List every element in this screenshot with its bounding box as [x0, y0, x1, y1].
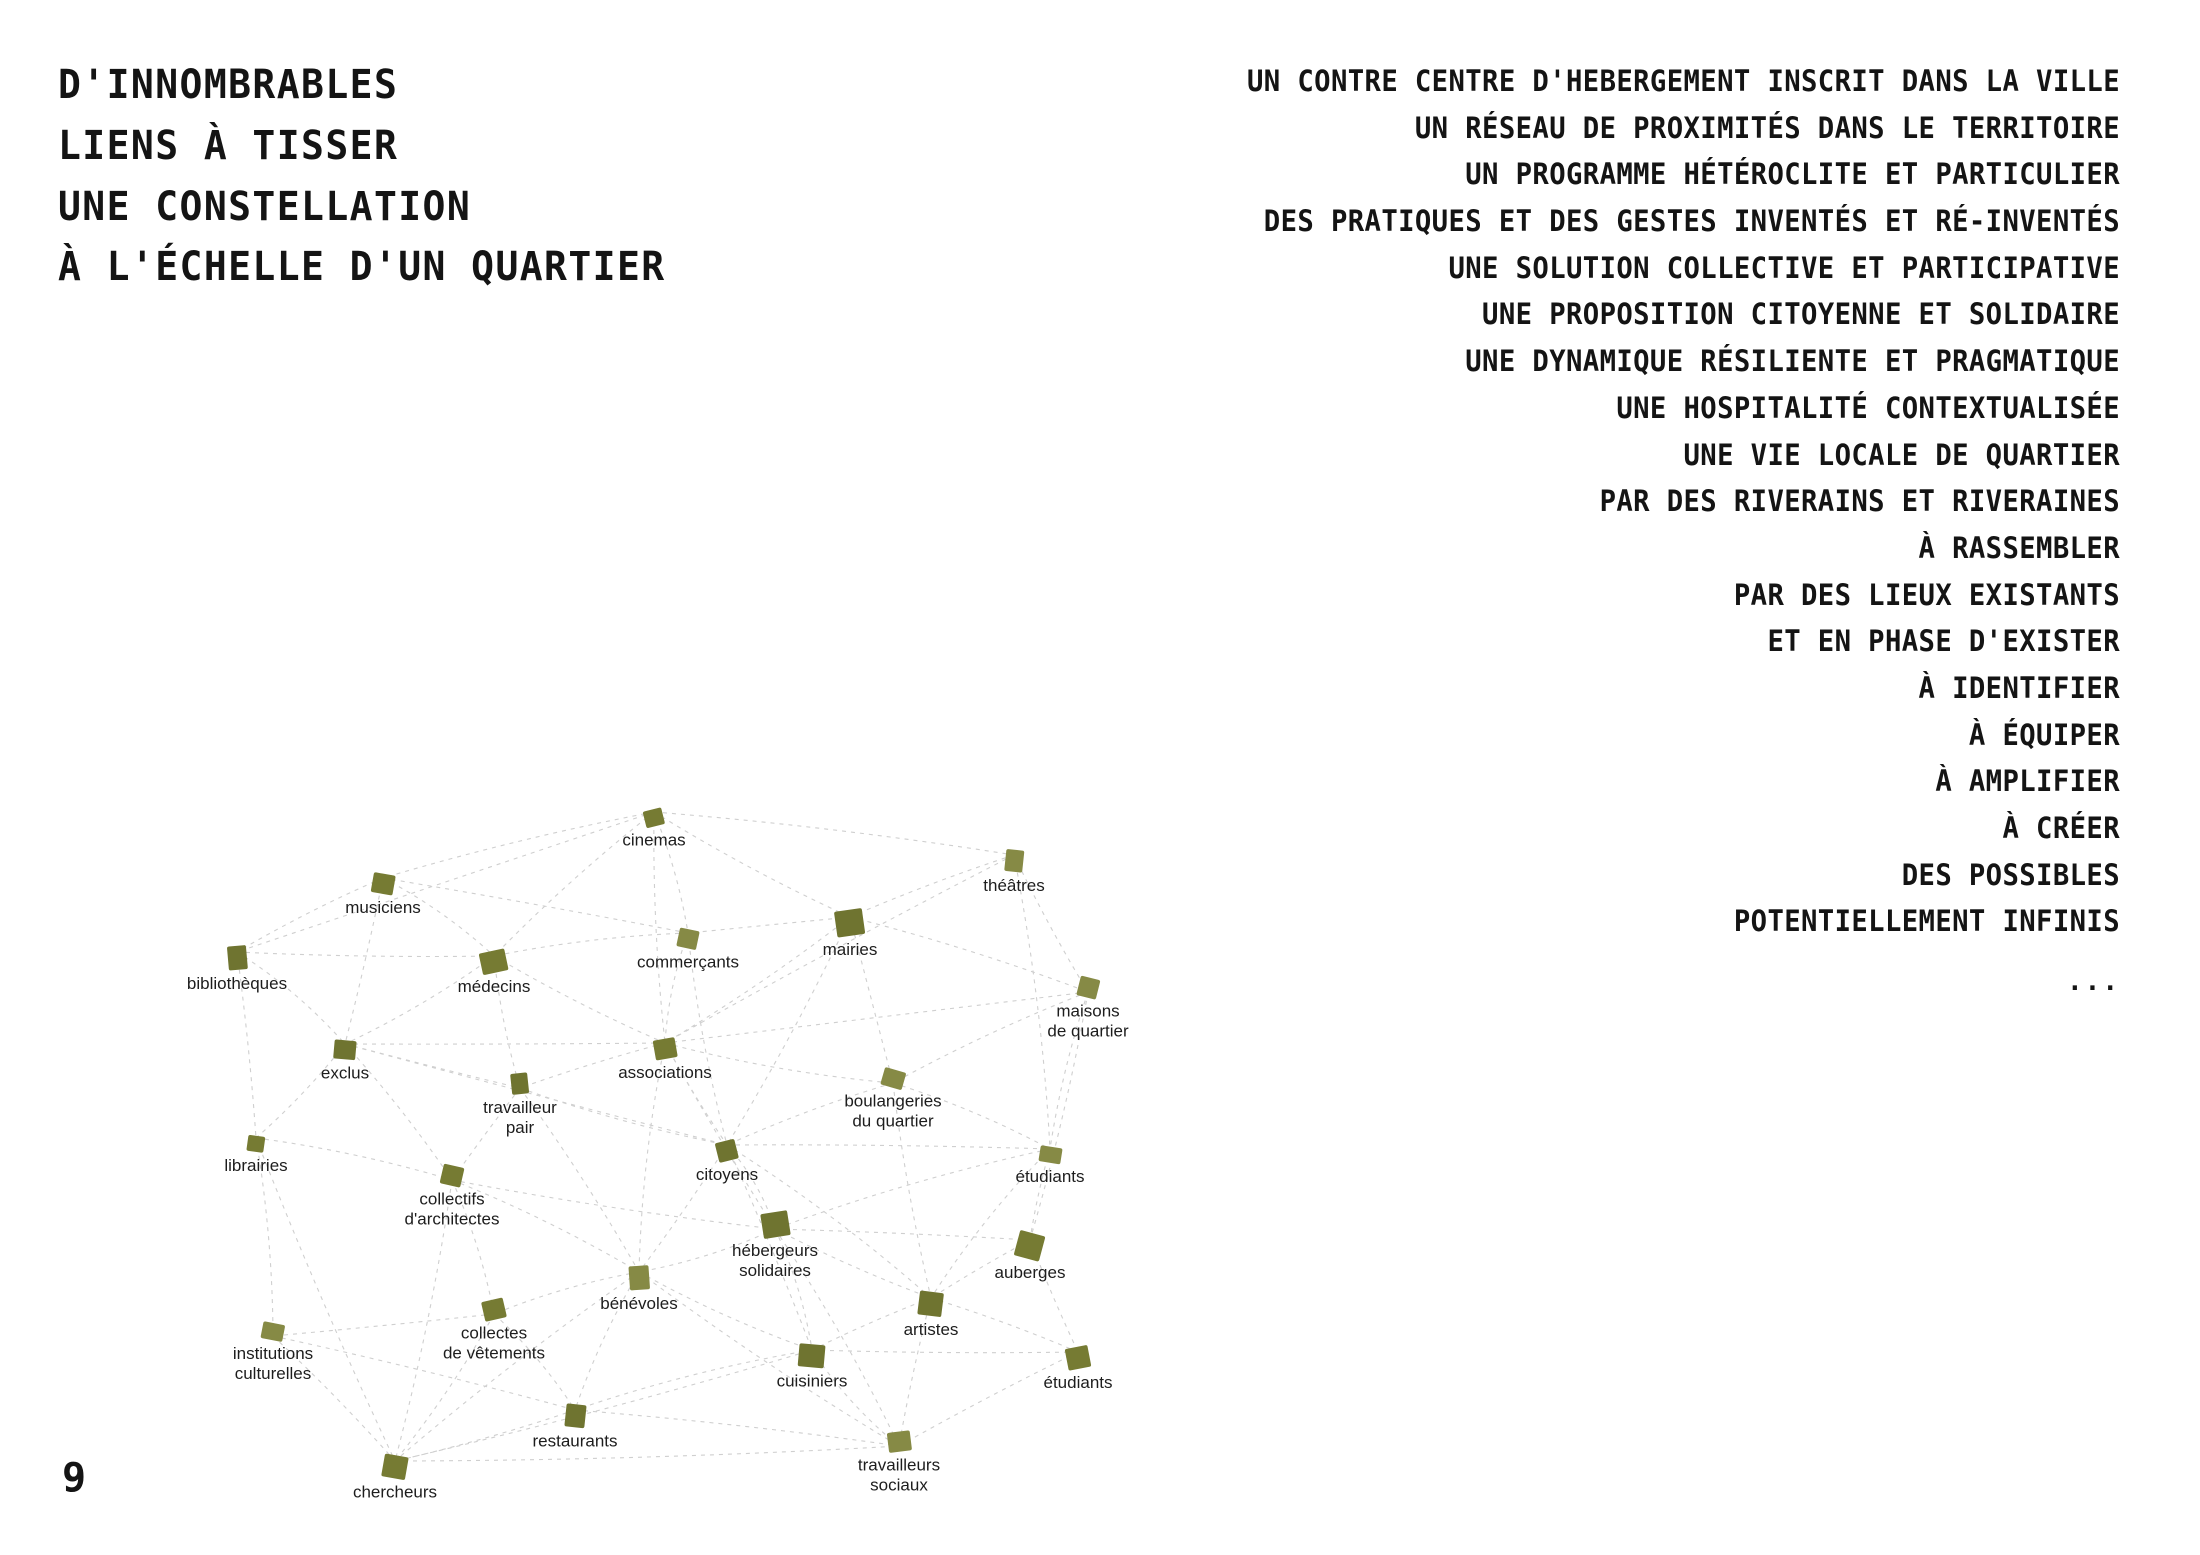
manifesto-line: À ÉQUIPER: [1968, 717, 2120, 752]
constellation-node-marker-icon: [381, 1453, 409, 1480]
constellation-edge: [1014, 855, 1050, 1149]
constellation-node-marker-icon: [880, 1067, 906, 1090]
constellation-edge: [237, 812, 654, 952]
manifesto-line: UN PROGRAMME HÉTÉROCLITE ET PARTICULIER: [1465, 157, 2120, 192]
constellation-node-auberges[interactable]: [995, 1233, 1066, 1283]
constellation-node-marker-icon: [226, 945, 247, 971]
constellation-node-marker-icon: [886, 1430, 911, 1453]
constellation-edge: [383, 812, 654, 878]
constellation-diagram: [186, 460, 1630, 1502]
headline-line-3: UNE CONSTELLATION: [58, 183, 472, 230]
constellation-node-associations[interactable]: [618, 1039, 712, 1083]
constellation-node-hebergeurs[interactable]: [732, 1212, 818, 1282]
constellation-node-collectifs[interactable]: [405, 1166, 500, 1231]
constellation-node-label: institutions culturelles: [232, 1344, 314, 1384]
manifesto-line: DES POSSIBLES: [1901, 857, 2120, 892]
constellation-node-marker-icon: [370, 872, 395, 896]
constellation-node-label: bénévoles: [600, 1293, 678, 1313]
constellation-node-marker-icon: [715, 1139, 739, 1163]
constellation-node-label: boulangeries du quartier: [844, 1091, 942, 1131]
constellation-node-label: commerçants: [636, 952, 740, 972]
constellation-node-marker-icon: [1065, 1345, 1092, 1371]
constellation-node-label: collectes de vêtements: [442, 1323, 546, 1363]
constellation-node-marker-icon: [834, 908, 865, 938]
constellation-node-cuisiniers[interactable]: [777, 1344, 848, 1391]
constellation-node-travailleurs[interactable]: [858, 1432, 940, 1497]
headline-line-1: D'INNOMBRABLES: [58, 62, 399, 108]
constellation-node-collectes[interactable]: [443, 1300, 545, 1365]
manifesto-line: ET EN PHASE D'EXISTER: [1767, 624, 2120, 659]
constellation-node-benevoles[interactable]: [600, 1266, 678, 1314]
constellation-node-marker-icon: [481, 1297, 507, 1321]
constellation-node-restaurants[interactable]: [532, 1404, 617, 1451]
constellation-node-boulangeries[interactable]: [844, 1070, 941, 1133]
constellation-node-label: bibliothèques: [186, 973, 288, 993]
constellation-node-label: chercheurs: [352, 1482, 438, 1502]
constellation-node-artistes[interactable]: [904, 1292, 959, 1340]
manifesto-line: À IDENTIFIER: [1918, 670, 2120, 705]
constellation-node-bibliotheques[interactable]: [187, 946, 287, 994]
constellation-node-maisons[interactable]: [1047, 978, 1128, 1043]
constellation-node-librairies[interactable]: [224, 1136, 287, 1176]
constellation-node-marker-icon: [676, 927, 700, 950]
manifesto-line: UN RÉSEAU DE PROXIMITÉS DANS LE TERRITOIRE: [1414, 110, 2120, 145]
manifesto-line: À RASSEMBLER: [1918, 530, 2120, 565]
constellation-node-marker-icon: [1014, 1230, 1046, 1262]
constellation-edge: [395, 1446, 899, 1461]
constellation-node-marker-icon: [643, 807, 666, 828]
constellation-node-label: théâtres: [983, 875, 1045, 895]
constellation-edge: [665, 992, 1088, 1043]
headline-line-4: À L'ÉCHELLE D'UN QUARTIER: [58, 244, 666, 291]
constellation-node-marker-icon: [1038, 1145, 1062, 1164]
constellation-node-label: mairies: [822, 939, 878, 959]
constellation-node-theatres[interactable]: [983, 850, 1044, 896]
constellation-node-label: cuisiniers: [776, 1371, 848, 1391]
constellation-node-musiciens[interactable]: [345, 874, 421, 918]
constellation-node-chercheurs[interactable]: [353, 1455, 437, 1502]
constellation-node-label: étudiants: [1015, 1166, 1085, 1186]
headline-block: [58, 55, 838, 298]
constellation-node-marker-icon: [564, 1403, 586, 1428]
constellation-node-marker-icon: [1004, 849, 1024, 873]
manifesto-ellipsis: ...: [2067, 967, 2120, 998]
constellation-node-marker-icon: [261, 1321, 286, 1342]
constellation-node-label: étudiants: [1043, 1372, 1113, 1392]
constellation-edge: [383, 878, 688, 933]
constellation-node-mairies[interactable]: [823, 910, 878, 960]
constellation-edge: [575, 1410, 899, 1446]
constellation-node-marker-icon: [760, 1210, 791, 1239]
constellation-node-label: citoyens: [695, 1164, 759, 1184]
constellation-edge: [452, 1180, 775, 1229]
constellation-node-medecins[interactable]: [458, 951, 531, 997]
manifesto-line: PAR DES LIEUX EXISTANTS: [1733, 577, 2120, 612]
constellation-node-travailleurpair[interactable]: [483, 1073, 557, 1139]
constellation-edge: [639, 1272, 899, 1446]
constellation-node-citoyens[interactable]: [696, 1141, 758, 1185]
constellation-node-label: restaurants: [532, 1431, 618, 1451]
constellation-node-label: maisons de quartier: [1047, 1001, 1129, 1041]
constellation-node-institutions[interactable]: [233, 1323, 313, 1385]
constellation-node-label: artistes: [903, 1319, 959, 1339]
constellation-node-marker-icon: [333, 1039, 357, 1060]
constellation-node-marker-icon: [510, 1072, 529, 1095]
manifesto-line: À AMPLIFIER: [1935, 764, 2120, 799]
manifesto-line: UNE HOSPITALITÉ CONTEXTUALISÉE: [1616, 390, 2120, 425]
manifesto-line: UNE SOLUTION COLLECTIVE ET PARTICIPATIVE: [1448, 250, 2120, 285]
constellation-edge: [345, 1043, 665, 1044]
manifesto-line: PAR DES RIVERAINS ET RIVERAINES: [1599, 484, 2120, 519]
manifesto-line: UNE DYNAMIQUE RÉSILIENTE ET PRAGMATIQUE: [1465, 344, 2120, 379]
constellation-node-marker-icon: [918, 1290, 945, 1317]
constellation-node-label: médecins: [457, 976, 531, 996]
constellation-node-label: cinemas: [622, 830, 686, 850]
constellation-node-marker-icon: [628, 1265, 650, 1290]
constellation-node-label: travailleurs sociaux: [857, 1455, 941, 1495]
manifesto-line: UN CONTRE CENTRE D'HEBERGEMENT INSCRIT DANS LA VILLE: [1247, 64, 2120, 98]
constellation-node-marker-icon: [652, 1037, 677, 1061]
constellation-node-commercants[interactable]: [637, 929, 739, 972]
constellation-edge: [812, 1350, 1078, 1353]
manifesto-line: À CRÉER: [2002, 811, 2120, 845]
constellation-node-marker-icon: [479, 948, 509, 975]
constellation-node-etudiants2[interactable]: [1044, 1347, 1113, 1393]
constellation-edge: [256, 1138, 395, 1461]
page-number: 9: [62, 1455, 87, 1501]
constellation-node-exclus[interactable]: [321, 1040, 369, 1083]
constellation-node-etudiants1[interactable]: [1016, 1147, 1085, 1187]
constellation-node-cinemas[interactable]: [622, 809, 685, 850]
constellation-node-label: exclus: [320, 1063, 370, 1083]
constellation-node-marker-icon: [440, 1164, 465, 1188]
constellation-node-label: associations: [618, 1062, 712, 1082]
headline-line-2: LIENS À TISSER: [58, 122, 399, 169]
constellation-node-label: musiciens: [345, 897, 421, 917]
constellation-node-label: travailleur pair: [483, 1098, 557, 1138]
constellation-edge: [727, 1145, 1050, 1149]
constellation-node-label: auberges: [994, 1262, 1066, 1282]
constellation-node-label: librairies: [224, 1155, 288, 1175]
constellation-node-marker-icon: [798, 1343, 826, 1368]
manifesto-line: UNE PROPOSITION CITOYENNE ET SOLIDAIRE: [1482, 297, 2120, 332]
manifesto-line: UNE VIE LOCALE DE QUARTIER: [1683, 437, 2120, 472]
constellation-node-label: hébergeurs solidaires: [731, 1241, 819, 1281]
manifesto-line: POTENTIELLEMENT INFINIS: [1733, 904, 2120, 939]
constellation-node-label: collectifs d'architectes: [404, 1189, 500, 1229]
constellation-node-marker-icon: [1076, 975, 1100, 999]
manifesto-line: DES PRATIQUES ET DES GESTES INVENTÉS ET RÉ-INVENTÉS: [1263, 204, 2120, 239]
constellation-edges: [230, 460, 1630, 1500]
constellation-node-marker-icon: [246, 1135, 265, 1153]
constellation-edge: [654, 812, 1014, 855]
